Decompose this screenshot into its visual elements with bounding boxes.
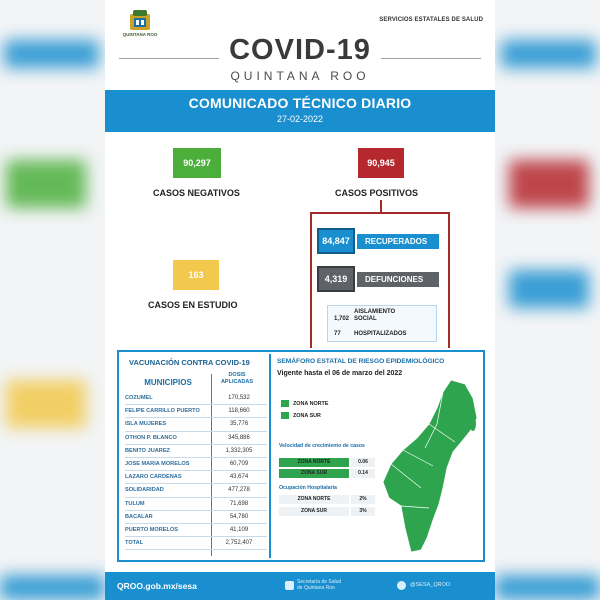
facebook-line-2: de Quintana Roo <box>297 585 335 591</box>
table-row <box>125 498 267 511</box>
report-date: 27-02-2022 <box>276 114 324 124</box>
table-row <box>125 484 267 497</box>
municipality-name: OTHON P. BLANCO <box>125 434 177 441</box>
connector-line <box>448 212 450 348</box>
isolation-value: 1,702 <box>334 316 350 322</box>
municipalities-header: MUNICIPIOS <box>144 378 192 387</box>
report-banner <box>105 90 495 132</box>
municipality-name: PUERTO MORELOS <box>125 527 179 533</box>
blur-band <box>6 380 86 428</box>
quintana-roo-map <box>381 378 481 554</box>
panel-divider <box>269 354 271 558</box>
doses-value: 43,674 <box>229 474 249 481</box>
occupancy-zone-value: 2% <box>351 495 375 504</box>
footer <box>105 572 495 600</box>
positive-cases-label: CASOS POSITIVOS <box>335 188 419 198</box>
recovered-label: RECUPERADOS <box>357 234 439 249</box>
blur-band <box>0 575 105 600</box>
blur-band <box>501 40 596 68</box>
growth-row-south <box>279 469 375 478</box>
municipality-name: SOLIDARIDAD <box>125 487 164 494</box>
doses-value: 170,532 <box>228 395 250 401</box>
hospital-occupancy-title: Ocupación Hospitalaria <box>279 485 337 491</box>
municipality-name: TOTAL <box>125 540 144 547</box>
deaths-label: DEFUNCIONES <box>357 272 439 287</box>
doses-value: 2,752,407 <box>225 540 253 547</box>
table-row <box>125 432 267 445</box>
growth-zone-name: ZONA SUR <box>279 469 349 478</box>
semaphore-title: SEMÁFORO ESTATAL DE RIESGO EPIDEMIOLÓGICO <box>277 358 445 365</box>
doses-value: 60,709 <box>229 461 249 467</box>
blur-band <box>509 270 589 308</box>
growth-rate-title: Velocidad de crecimiento de casos <box>279 443 365 449</box>
negative-cases-box: 90,297 <box>173 148 221 178</box>
municipality-name: JOSE MARIA MORELOS <box>125 461 190 467</box>
vaccination-semaphore-panel <box>117 350 485 562</box>
municipality-name: LAZARO CARDENAS <box>125 474 182 481</box>
growth-zone-value: 0.14 <box>351 469 375 478</box>
facebook-account[interactable] <box>297 579 341 591</box>
website-link[interactable]: QROO.gob.mx/sesa <box>117 581 197 591</box>
doses-header: DOSIS APLICADAS <box>220 372 254 385</box>
blurred-background-left <box>0 0 105 600</box>
isolation-label: AISLAMIENTO SOCIAL <box>354 309 396 322</box>
cases-under-study-box: 163 <box>173 260 219 290</box>
table-row <box>125 537 267 550</box>
isolation-hospital-box <box>327 305 437 342</box>
covid-report-poster <box>105 0 495 600</box>
facebook-icon[interactable] <box>285 581 294 590</box>
table-row <box>125 471 267 484</box>
municipality-name: FELIPE CARRILLO PUERTO <box>125 408 200 415</box>
blurred-background-right <box>495 0 600 600</box>
doses-value: 477,278 <box>228 487 250 494</box>
growth-zone-name: ZONA NORTE <box>279 458 349 467</box>
table-row <box>125 524 267 537</box>
logo-caption: QUINTANA ROO <box>122 32 158 37</box>
doses-value: 345,886 <box>228 434 250 441</box>
negative-cases-label: CASOS NEGATIVOS <box>153 188 240 198</box>
facebook-line-1: Secretaría de Salud <box>297 579 342 585</box>
cases-under-study-label: CASOS EN ESTUDIO <box>148 300 238 310</box>
table-row <box>125 445 267 458</box>
blur-band <box>495 575 600 600</box>
blur-band <box>4 40 99 68</box>
doses-value: 1,332,305 <box>225 447 253 454</box>
doses-value: 35,776 <box>229 421 249 428</box>
occupancy-zone-value: 3% <box>351 507 375 516</box>
occupancy-row-south <box>279 507 375 516</box>
municipality-name: BENITO JUAREZ <box>125 447 170 454</box>
municipality-name: TULUM <box>125 500 145 507</box>
connector-line <box>310 212 312 348</box>
growth-zone-value: 0.06 <box>351 458 375 467</box>
blur-band <box>6 160 86 208</box>
table-row <box>125 418 267 431</box>
zone-north-swatch <box>281 400 289 407</box>
recovered-value: 84,847 <box>317 228 355 254</box>
doses-value: 54,780 <box>229 513 249 520</box>
doses-value: 71,698 <box>229 500 249 507</box>
doses-value: 118,660 <box>228 408 250 415</box>
banner-title: COMUNICADO TÉCNICO DIARIO <box>188 95 412 111</box>
hospitalized-value: 77 <box>334 331 341 337</box>
deaths-value: 4,319 <box>317 266 355 292</box>
twitter-icon[interactable] <box>397 581 406 590</box>
vaccination-title: VACUNACIÓN CONTRA COVID-19 <box>129 358 250 367</box>
connector-line <box>310 212 450 214</box>
table-row <box>125 392 267 405</box>
semaphore-validity: Vigente hasta el 06 de marzo del 2022 <box>277 370 403 377</box>
zone-south-swatch <box>281 412 289 419</box>
agency-name: SERVICIOS ESTATALES DE SALUD <box>379 17 483 23</box>
zone-south-label: ZONA SUR <box>293 413 321 419</box>
table-row <box>125 405 267 418</box>
table-row <box>125 511 267 524</box>
municipality-name: COZUMEL <box>125 395 153 401</box>
page-subtitle: QUINTANA ROO <box>230 69 370 83</box>
blur-band <box>509 160 589 208</box>
hospitalized-label: HOSPITALIZADOS <box>354 331 407 337</box>
occupancy-zone-name: ZONA SUR <box>279 507 349 516</box>
positive-cases-box: 90,945 <box>358 148 404 178</box>
occupancy-zone-name: ZONA NORTE <box>279 495 349 504</box>
municipality-name: ISLA MUJERES <box>125 421 167 428</box>
quintana-roo-logo-icon <box>127 8 153 32</box>
municipality-name: BACALAR <box>125 513 153 520</box>
table-row <box>125 458 267 471</box>
twitter-handle[interactable]: @SESA_QROO <box>410 582 451 588</box>
growth-row-north <box>279 458 375 467</box>
zone-north-label: ZONA NORTE <box>293 401 329 407</box>
page-title: COVID-19 <box>229 34 371 66</box>
occupancy-row-north <box>279 495 375 504</box>
doses-value: 41,109 <box>229 527 249 533</box>
